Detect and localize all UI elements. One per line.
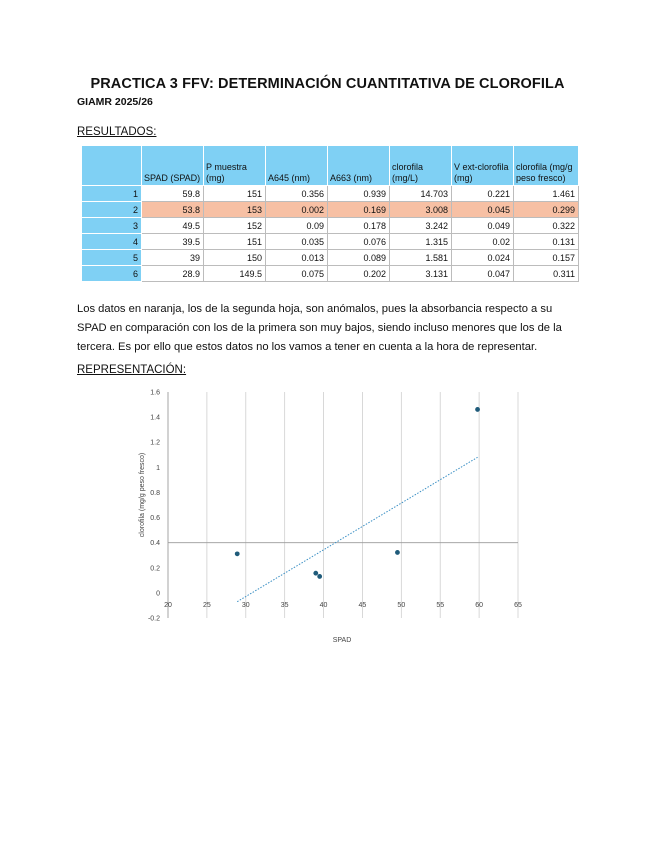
table-cell: 0.131: [514, 234, 579, 250]
table-header-cell: clorofila (mg/L): [390, 146, 452, 186]
y-tick-label: 1.2: [150, 439, 160, 447]
y-tick-label: 0.6: [150, 515, 160, 523]
table-cell: 150: [204, 250, 266, 266]
table-cell: 0.939: [328, 186, 390, 202]
x-tick-label: 25: [202, 601, 211, 609]
table-cell: 152: [204, 218, 266, 234]
table-header-cell: SPAD (SPAD): [142, 146, 204, 186]
table-cell: 0.169: [328, 202, 390, 218]
table-cell: 0.178: [328, 218, 390, 234]
table-header-cell: A645 (nm): [266, 146, 328, 186]
table-cell: 53.8: [142, 202, 204, 218]
table-cell: 0.322: [514, 218, 579, 234]
y-tick-label: 1.6: [150, 389, 160, 397]
x-tick-label: 40: [319, 601, 328, 609]
table-cell: 3.008: [390, 202, 452, 218]
table-cell: 149.5: [204, 266, 266, 282]
table-cell: 3.242: [390, 218, 452, 234]
data-point: [235, 551, 240, 556]
table-cell: 0.311: [514, 266, 579, 282]
table-cell: 0.045: [452, 202, 514, 218]
y-tick-label: 1: [156, 464, 160, 472]
y-tick-label: 0: [156, 590, 160, 598]
document-subtitle: GIAMR 2025/26: [77, 96, 153, 108]
scatter-chart: [130, 380, 530, 650]
table-cell: 0.356: [266, 186, 328, 202]
table-cell: 39: [142, 250, 204, 266]
data-point: [395, 550, 400, 555]
table-row: [82, 202, 579, 218]
table-cell: 1.315: [390, 234, 452, 250]
row-index-cell: 4: [82, 234, 142, 250]
section-heading-representation: REPRESENTACIÓN:: [77, 364, 187, 376]
data-point: [317, 574, 322, 579]
x-tick-label: 55: [436, 601, 445, 609]
table-cell: 0.299: [514, 202, 579, 218]
x-tick-label: 35: [280, 601, 289, 609]
row-index-cell: 3: [82, 218, 142, 234]
table-cell: 0.202: [328, 266, 390, 282]
x-tick-label: 50: [397, 601, 406, 609]
table-row: [82, 234, 579, 250]
table-cell: 0.002: [266, 202, 328, 218]
table-cell: 0.076: [328, 234, 390, 250]
table-cell: 0.035: [266, 234, 328, 250]
analysis-paragraph: Los datos en naranja, los de la segunda hoja, son anómalos, pues la absorbancia respecto a su SPAD en comparación con los de la primera son muy bajos, siendo incluso menores que los de la tercera. Es por ello que estos datos no los vamos a tener en cuenta a la hora de representar.: [77, 303, 562, 353]
table-cell: 0.089: [328, 250, 390, 266]
table-cell: 49.5: [142, 218, 204, 234]
table-cell: 3.131: [390, 266, 452, 282]
table-cell: 0.09: [266, 218, 328, 234]
row-index-cell: 2: [82, 202, 142, 218]
x-tick-label: 30: [241, 601, 250, 609]
row-index-cell: 5: [82, 250, 142, 266]
x-tick-label: 60: [475, 601, 484, 609]
y-tick-label: -0.2: [147, 615, 160, 623]
table-cell: 0.049: [452, 218, 514, 234]
table-cell: 0.157: [514, 250, 579, 266]
table-cell: 0.221: [452, 186, 514, 202]
table-cell: 0.02: [452, 234, 514, 250]
table-row: [82, 266, 579, 282]
table-header-cell: V ext-clorofila (mg): [452, 146, 514, 186]
table-row: [82, 250, 579, 266]
table-cell: 151: [204, 186, 266, 202]
trendline: [237, 457, 477, 601]
results-table: [81, 145, 579, 282]
row-index-cell: 6: [82, 266, 142, 282]
x-axis-title: SPAD: [332, 637, 352, 644]
table-header-cell: P muestra (mg): [204, 146, 266, 186]
section-heading-results: RESULTADOS:: [77, 126, 157, 138]
x-tick-label: 20: [164, 601, 172, 609]
table-row: [82, 186, 579, 202]
x-tick-label: 45: [358, 601, 367, 609]
table-cell: 14.703: [390, 186, 452, 202]
data-point: [313, 571, 318, 576]
table-cell: 1.461: [514, 186, 579, 202]
table-header-cell: A663 (nm): [328, 146, 390, 186]
y-axis-title: clorofila (mg/g peso fresco): [139, 452, 146, 538]
table-cell: 59.8: [142, 186, 204, 202]
data-point: [475, 407, 480, 412]
table-cell: 28.9: [142, 266, 204, 282]
y-tick-label: 0.4: [150, 540, 160, 548]
table-cell: 0.075: [266, 266, 328, 282]
y-tick-label: 0.2: [150, 565, 160, 573]
table-cell: 0.047: [452, 266, 514, 282]
table-cell: 151: [204, 234, 266, 250]
row-index-cell: 1: [82, 186, 142, 202]
table-header-cell: clorofila (mg/g peso fresco): [514, 146, 579, 186]
table-cell: 1.581: [390, 250, 452, 266]
y-tick-label: 0.8: [150, 489, 160, 497]
y-tick-label: 1.4: [150, 414, 160, 422]
document-title: PRACTICA 3 FFV: DETERMINACIÓN CUANTITATIVA DE CLOROFILA: [90, 76, 565, 92]
x-tick-label: 65: [514, 601, 522, 609]
table-header-cell: [82, 146, 142, 186]
table-cell: 0.024: [452, 250, 514, 266]
table-cell: 0.013: [266, 250, 328, 266]
table-header-row: [82, 146, 579, 186]
table-cell: 153: [204, 202, 266, 218]
table-cell: 39.5: [142, 234, 204, 250]
table-row: [82, 218, 579, 234]
